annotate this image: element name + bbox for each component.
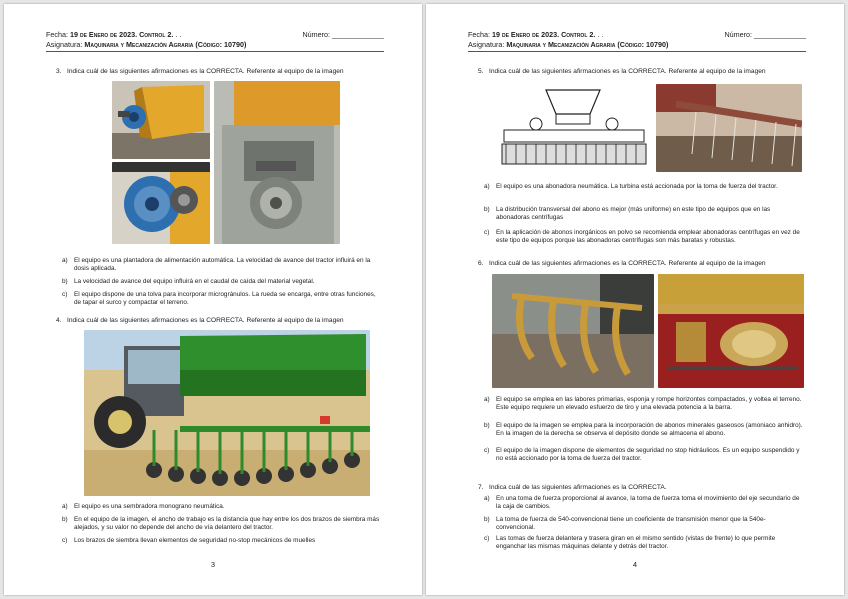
option-label: c)	[62, 537, 68, 544]
option-6b[interactable]	[484, 422, 804, 438]
option-3b[interactable]	[62, 278, 382, 286]
exam-page-3	[4, 4, 422, 595]
question-number: 3.	[56, 68, 62, 75]
option-label: b)	[484, 422, 490, 429]
question-number: 7.	[478, 484, 484, 491]
option-text: El equipo de la imagen dispone de elementos de seguridad no stop hidráulicos. Es un equipo suspendido y no está accionado por la toma de fuerza del tractor.	[496, 447, 800, 463]
option-3c[interactable]	[62, 291, 382, 307]
spreader-boom-photo	[656, 84, 802, 172]
option-7a[interactable]	[484, 495, 804, 511]
option-7b[interactable]	[484, 516, 804, 532]
hopper-interior-photo	[214, 81, 340, 244]
option-7c[interactable]	[484, 535, 804, 551]
tractor-seeder-photo	[84, 330, 370, 496]
question-6	[478, 260, 810, 269]
pneumatic-spreader-drawing	[496, 84, 652, 170]
option-label: b)	[484, 206, 490, 213]
option-label: a)	[62, 503, 68, 510]
option-label: c)	[484, 229, 490, 236]
asignatura-value: Maquinaria y Mecanización Agraria (Código: 10790)	[506, 39, 669, 49]
option-label: a)	[484, 495, 490, 502]
option-text: La velocidad de avance del equipo influirá en el caudal de caída del material vegetal.	[74, 278, 315, 285]
asignatura-label: Asignatura:	[468, 39, 505, 49]
numero-field: Número: _____________	[302, 30, 384, 39]
option-6c[interactable]	[484, 447, 804, 463]
header-dots: . .	[597, 30, 604, 39]
option-text: El equipo se emplea en las labores primarias, esponja y rompe horizontes compactados, y voltea el terreno. Este equipo requiere un elevado esfuerzo de tiro y una elevada potencia a la barra.	[496, 396, 802, 412]
question-number: 6.	[478, 260, 484, 267]
option-text: El equipo de la imagen se emplea para la incorporación de abonos minerales gaseosos (amoniaco anhidro). En la imagen de la derecha se observa el depósito donde se almacena el abono.	[496, 422, 803, 438]
question-title: Indica cuál de las siguientes afirmaciones es la CORRECTA. Referente al equipo de la imagen	[67, 317, 344, 324]
option-label: a)	[62, 257, 68, 264]
page-header	[468, 30, 806, 49]
option-label: c)	[62, 291, 68, 298]
fertilizer-hopper-photo	[112, 81, 210, 159]
option-label: a)	[484, 183, 490, 190]
option-label: b)	[484, 516, 490, 523]
page-number: 3	[210, 560, 216, 569]
asignatura-label: Asignatura:	[46, 39, 83, 49]
option-text: El equipo es una plantadora de alimentación automática. La velocidad de avance del tractor influirá en la dosis aplicada.	[74, 257, 371, 273]
option-4b[interactable]	[62, 516, 382, 532]
fecha-label: Fecha:	[468, 30, 490, 39]
option-text: La toma de fuerza de 540-convencional tiene un coeficiente de transmisión menor que la 540e-convencional.	[496, 516, 766, 532]
option-5b[interactable]	[484, 206, 804, 222]
seed-distributor-photo	[112, 162, 210, 244]
option-text: Las tomas de fuerza delantera y trasera giran en el mismo sentido (vistas de frente) lo que permite enganchar las mismas máquinas delante y detrás del tractor.	[496, 535, 776, 551]
subsoiler-photo	[492, 274, 654, 388]
question-5	[478, 68, 810, 77]
option-5c[interactable]	[484, 229, 804, 245]
numero-field: Número: _____________	[724, 30, 806, 39]
option-4a[interactable]	[62, 503, 382, 511]
anhydrous-tank-photo	[658, 274, 804, 388]
page-number: 4	[632, 560, 638, 569]
option-text: En una toma de fuerza proporcional al avance, la toma de fuerza toma el movimiento del eje secundario de la caja de cambios.	[496, 495, 800, 511]
option-label: c)	[484, 447, 490, 454]
option-label: a)	[484, 396, 490, 403]
header-dots: . .	[175, 30, 182, 39]
option-label: c)	[484, 535, 490, 542]
option-3a[interactable]	[62, 257, 382, 273]
page-header	[46, 30, 384, 49]
option-label: b)	[62, 516, 68, 523]
option-4c[interactable]	[62, 537, 382, 545]
option-5a[interactable]	[484, 183, 804, 191]
fecha-value: 19 de Enero de 2023. Control 2.	[491, 30, 596, 39]
question-4	[56, 317, 388, 326]
question-number: 5.	[478, 68, 484, 75]
header-rule	[468, 51, 806, 52]
question-title: Indica cuál de las siguientes afirmaciones es la CORRECTA. Referente al equipo de la imagen	[489, 260, 766, 267]
question-title: Indica cuál de las siguientes afirmaciones es la CORRECTA. Referente al equipo de la imagen	[67, 68, 344, 75]
question-3	[56, 68, 388, 77]
option-text: En el equipo de la imagen, el ancho de trabajo es la distancia que hay entre los dos brazos de siembra más alejados, y su valor no depende del ancho de vía delantero del tractor.	[74, 516, 380, 532]
header-rule	[46, 51, 384, 52]
question-title: Indica cuál de las siguientes afirmaciones es la CORRECTA. Referente al equipo de la imagen	[489, 68, 766, 75]
option-text: En la aplicación de abonos inorgánicos en polvo se recomienda emplear abonadoras centrífugas en vez de este tipo de equipos porque las abonadoras centrífugas son más baratas y robustas.	[496, 229, 800, 245]
question-number: 4.	[56, 317, 62, 324]
option-text: El equipo es una sembradora monograno neumática.	[74, 503, 225, 510]
option-text: El equipo es una abonadora neumática. La turbina está accionada por la toma de fuerza del tractor.	[496, 183, 778, 190]
option-label: b)	[62, 278, 68, 285]
fecha-value: 19 de Enero de 2023. Control 2.	[69, 30, 174, 39]
option-text: Los brazos de siembra llevan elementos de seguridad no-stop mecánicos de muelles	[74, 537, 316, 544]
option-6a[interactable]	[484, 396, 804, 412]
fecha-label: Fecha:	[46, 30, 68, 39]
question-7	[478, 484, 810, 493]
question-title: Indica cuál de las siguientes afirmaciones es la CORRECTA.	[489, 484, 667, 491]
option-text: El equipo dispone de una tolva para incorporar microgránulos. La rueda se encarga, entre otras funciones, de tapar el surco y compactar el terreno.	[74, 291, 376, 307]
asignatura-value: Maquinaria y Mecanización Agraria (Código: 10790)	[84, 39, 247, 49]
option-text: La distribución transversal del abono es mejor (más uniforme) en este tipo de equipos que en las abonadoras centrífugas	[496, 206, 771, 222]
exam-page-4	[426, 4, 844, 595]
